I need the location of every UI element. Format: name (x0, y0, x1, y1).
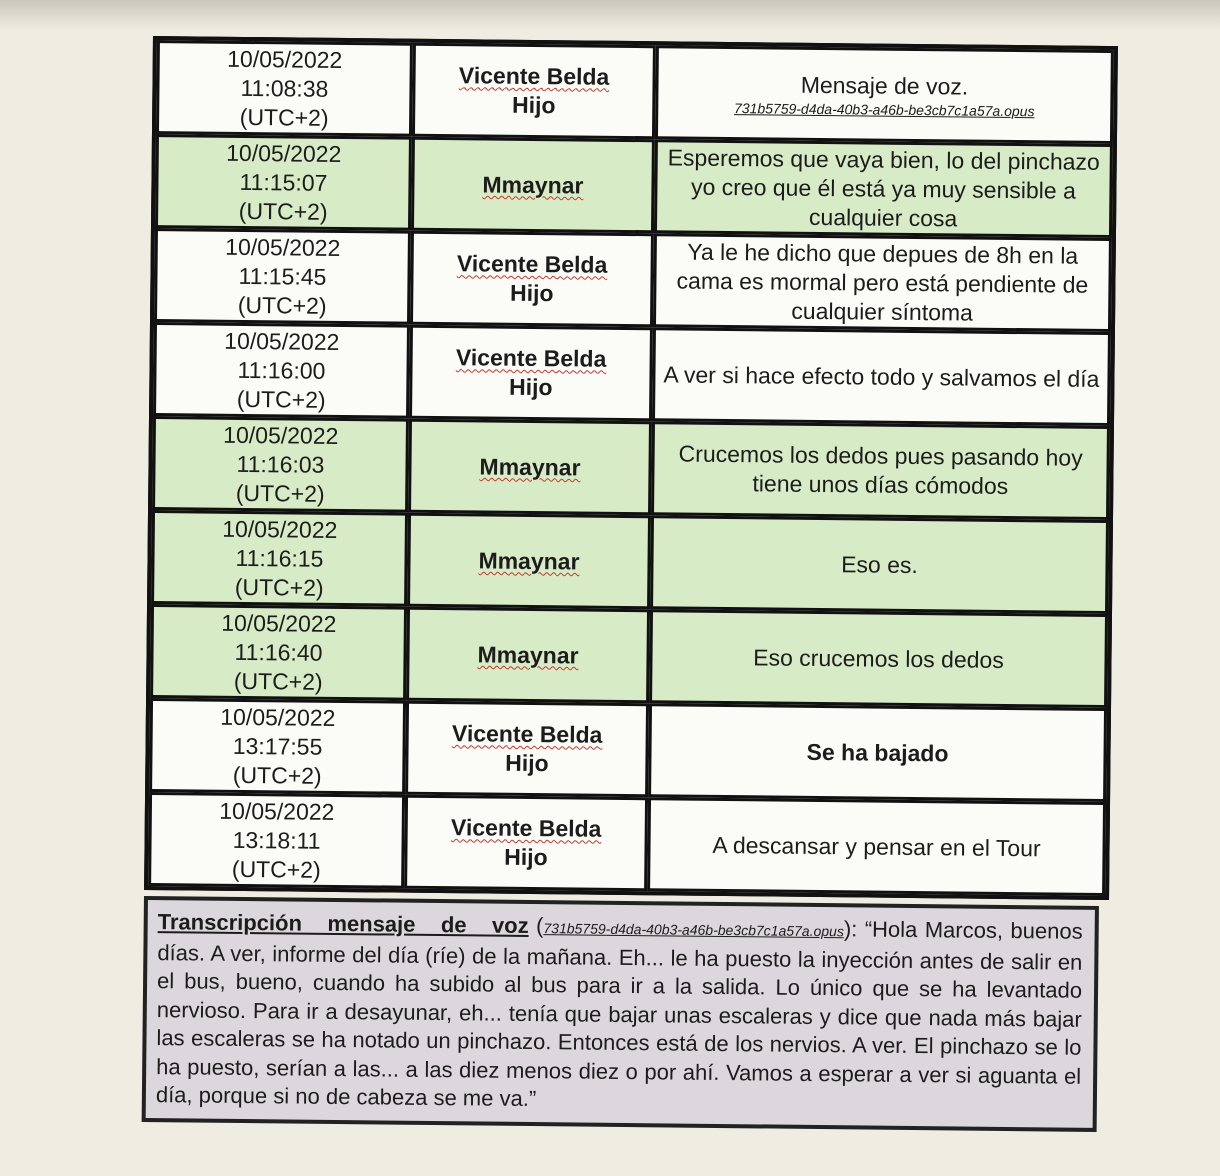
message-date: 10/05/2022 (225, 233, 341, 261)
author-subtitle: Hijo (508, 373, 553, 401)
message-time: 11:16:00 (237, 356, 326, 384)
message-row (156, 40, 1114, 144)
message-timezone: (UTC+2) (231, 855, 321, 883)
message-row (150, 604, 1108, 708)
message-date: 10/05/2022 (227, 45, 343, 73)
message-date: 10/05/2022 (224, 327, 340, 355)
author-name: Vicente Belda (456, 250, 608, 278)
message-time: 11:15:07 (239, 168, 328, 196)
author-name: Vicente Belda (451, 720, 603, 748)
message-date: 10/05/2022 (223, 421, 339, 449)
author-cell (406, 607, 650, 704)
message-row (155, 134, 1113, 238)
message-timezone: (UTC+2) (233, 667, 323, 695)
message-time: 11:08:38 (240, 74, 329, 102)
message-timezone: (UTC+2) (239, 103, 329, 131)
transcript-file-name: 731b5759-d4da-40b3-a46b-be3cb7c1a57a.opus (543, 920, 844, 940)
author-cell (407, 513, 651, 610)
message-text: Se ha bajado (806, 738, 949, 766)
author-cell (412, 43, 656, 140)
message-time: 11:16:15 (235, 544, 324, 572)
message-cell (653, 233, 1112, 332)
message-row (154, 228, 1112, 332)
timestamp-cell (151, 510, 408, 607)
author-cell (404, 795, 648, 892)
author-cell (410, 231, 654, 328)
author-subtitle: Hijo (504, 843, 548, 871)
message-row (149, 698, 1107, 802)
message-timezone: (UTC+2) (235, 479, 325, 507)
message-cell (655, 45, 1114, 144)
message-text: Crucemos los dedos pues pasando hoy tiene unos días cómodos (678, 440, 1083, 499)
message-timezone: (UTC+2) (237, 291, 327, 319)
message-text: A ver si hace efecto todo y salvamos el día (663, 360, 1100, 392)
message-text: Mensaje de voz. (800, 71, 969, 100)
author-cell (405, 701, 649, 798)
message-text: Esperemos que vaya bien, lo del pinchazo yo creo que él está ya muy sensible a cualquier cosa (667, 143, 1100, 231)
author-name: Mmaynar (477, 640, 579, 668)
author-name: Mmaynar (478, 546, 580, 574)
message-cell (647, 797, 1106, 896)
timestamp-cell (148, 792, 405, 889)
timestamp-cell (156, 40, 413, 137)
message-timezone: (UTC+2) (236, 385, 326, 413)
message-row (148, 792, 1106, 896)
message-time: 11:16:03 (236, 450, 325, 478)
timestamp-cell (153, 322, 410, 419)
message-date: 10/05/2022 (222, 515, 338, 543)
document-page (142, 36, 1108, 1131)
message-time: 11:16:40 (234, 638, 323, 666)
message-cell (648, 703, 1107, 802)
transcript-box: Transcripción mensaje de voz (731b5759-d4da-40b3-a46b-be3cb7c1a57a.opus): “Hola Marcos, buenos días. A ver, informe del día (ríe) de la mañana. Eh... le ha puesto la inyección antes de salir en el bus, bueno, cuando ha subido al bus para ir a la salida. Lo único que se ha levantado nervioso. Para ir a desayunar, eh... tenía que bajar unas escaleras y dice que nada más bajar las escaleras se ha notado un pinchazo. Entonces está de los nervios. A ver. El pinchazo se lo ha puesto, serían a las... a las diez menos diez o por ahí. Vamos a esperar a ver si aguanta el día, porque si no de cabeza se me va.” (142, 896, 1099, 1131)
message-text: Ya le he dicho que depues de 8h en la cama es mormal pero está pendiente de cualquier síntoma (676, 238, 1089, 326)
message-date: 10/05/2022 (220, 703, 336, 731)
transcript-body: “Hola Marcos, buenos días. A ver, informe del día (ríe) de la mañana. Eh... le ha puesto la inyección antes de salir en el bus, bueno, cuando ha subido al bus para ir a la salida. Lo único que se ha levantado nervioso. Para ir a desayunar, eh... tenía que bajar unas escaleras y dice que nada más bajar las escaleras se ha notado un pinchazo. Entonces está de los nervios. A ver. El pinchazo se lo ha puesto, serían a las... a las diez menos diez o por ahí. Vamos a esperar a ver si aguanta el día, porque si no de cabeza se me va.” (155, 916, 1083, 1112)
message-time: 11:15:45 (238, 262, 327, 290)
message-time: 13:17:55 (232, 732, 323, 760)
message-cell (654, 139, 1113, 238)
timestamp-cell (150, 604, 407, 701)
message-date: 10/05/2022 (221, 609, 337, 637)
message-cell (650, 515, 1109, 614)
author-subtitle: Hijo (509, 279, 554, 307)
message-row (152, 416, 1110, 520)
message-cell (649, 609, 1108, 708)
message-date: 10/05/2022 (219, 797, 335, 825)
message-timezone: (UTC+2) (238, 197, 328, 225)
message-timezone: (UTC+2) (234, 573, 324, 601)
chat-log-table (144, 36, 1118, 900)
message-timezone: (UTC+2) (232, 761, 322, 789)
author-name: Vicente Belda (455, 344, 607, 372)
page-edge-shadow (0, 0, 1220, 30)
message-text: Eso crucemos los dedos (753, 643, 1004, 673)
message-row (151, 510, 1109, 614)
author-cell (409, 325, 653, 422)
author-name: Mmaynar (479, 452, 581, 480)
author-subtitle: Hijo (505, 749, 549, 777)
timestamp-cell (154, 228, 411, 325)
timestamp-cell (152, 416, 409, 513)
timestamp-cell (155, 134, 412, 231)
message-text: Eso es. (841, 550, 919, 578)
transcript-heading: Transcripción mensaje de voz (157, 909, 529, 938)
author-name: Vicente Belda (450, 814, 602, 842)
message-cell (651, 421, 1110, 520)
message-text: A descansar y pensar en el Tour (712, 831, 1041, 861)
author-subtitle: Hijo (511, 91, 556, 119)
author-name: Vicente Belda (458, 62, 610, 90)
message-cell (652, 327, 1111, 426)
message-date: 10/05/2022 (226, 139, 342, 167)
author-name: Mmaynar (482, 170, 584, 199)
timestamp-cell (149, 698, 406, 795)
attachment-file-name: 731b5759-d4da-40b3-a46b-be3cb7c1a57a.opus (733, 99, 1035, 119)
author-cell (408, 419, 652, 516)
author-cell (411, 137, 655, 234)
message-time: 13:18:11 (232, 826, 321, 854)
message-row (153, 322, 1111, 426)
